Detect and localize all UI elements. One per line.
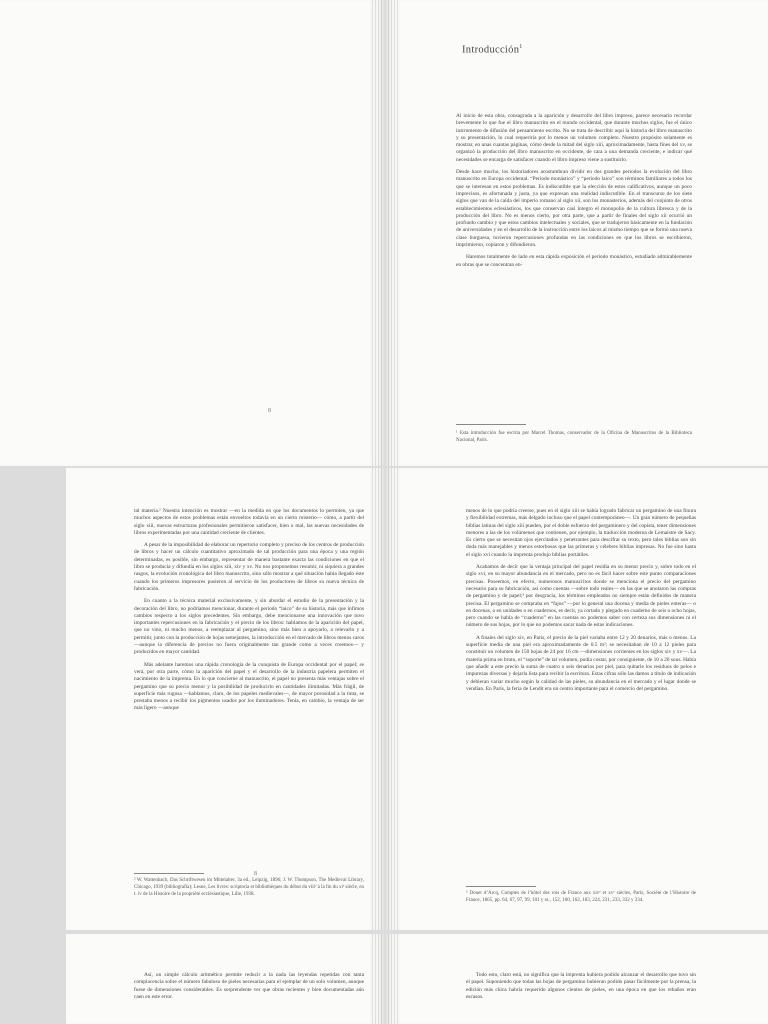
- body-text: [466, 508, 696, 698]
- footnote-rule: [456, 424, 526, 425]
- binding-edge: [370, 934, 384, 1024]
- footnote-marker: 1: [519, 44, 523, 50]
- footnote: ¹ Esta introducción fue escrita por Marcel Thomas, conservador de la Oficina de Manuscritos de la Biblioteca Nacional, París.: [456, 431, 692, 443]
- chapter-title: [462, 44, 523, 56]
- paragraph: tal materia.² Nuestra intención es mostrar —en la medida en que los documentos lo permiten, ya que muchos aspectos de estos problemas están envueltos todavía en un cierto misterio— cómo, a partir del siglo xiii, nuevas estructuras profesionales permitieron satisfacer, bien o mal, las nuevas necesidades de libros experimentadas por una cantidad creciente de clientes.: [134, 508, 364, 536]
- paragraph: Acabamos de decir que la ventaja principal del papel residía en su menor precio y, sobre todo en el siglo xvi, en su mayor abundancia en el mercado, pero no es fácil hacer sobre este punto comparaciones precisas. Poseemos, en efecto, numerosos manuscritos donde se menciona el precio del pergamino necesario para su fabricación, así como cuentas —sobre todo reales— en las que se anotaron las compras de pergamino y de papel;³ por desgracia, los términos empleados no siempre están definidos de manera precisa. El pergamino se compraba en “fajos” —por lo general una docena y media de pieles enteras— o en docenas, o en unidades o en cuadernos, es decir, ya cortado y plegado en cuaderno de seis u ocho hojas, pero cuando se habla de “cuaderno” en las cuentas no podemos saber con certeza sus dimensiones ni el número de sus hojas, por lo que no podemos sacar nada de estas indicaciones.: [466, 564, 697, 629]
- body-text: [456, 113, 692, 274]
- page-number: 8: [254, 871, 257, 877]
- paragraph: menos de lo que podría creerse, pues en el siglo xiii se había logrado fabricar un pergamino de una finura y flexibilidad extremas, más delgado incluso que el papel contemporáneo—. Un gran número de pequeñas biblias latinas del siglo xiii pueden, por el doble esfuerzo del pergaminero y del copista, tener dimensiones menores a las de los volúmenes que contienen, por ejemplo, la traducción moderna de Lemaistre de Sacy. Es cierto que se necesitan ojos ejercitados y penetrantes para descifrar su texto, pero tales biblias son sin duda más manejables y menos estorbosas que las primeras y célebres biblias impresas. No fue sino hasta el siglo xvi cuando la imprenta produjo biblias portátiles.: [466, 508, 696, 558]
- paragraph: A pesar de la imposibilidad de elaborar un repertorio completo y preciso de los centros de producción de libros y hacer un cálculo cuantitativo aproximado de tal producción para una época y una región determinadas, es posible, sin embargo, representar de manera bastante exacta las condiciones en que el libro se producía y difundía en los siglos xiii, xiv y xv. No nos proponemos resumir, ni siquiera a grandes rasgos, la evolución cronológica del libro manuscrito, sino sólo mostrar a qué situación había llegado éste cuando los primeros impresores pusieron al servicio de los productores de libros su nueva técnica de fabricación.: [134, 542, 364, 592]
- page-left-partial: [66, 934, 384, 1024]
- body-text: [134, 972, 364, 1006]
- paragraph: Desde hace mucho, los historiadores acostumbran dividir en dos grandes periodos la evolución del libro manuscrito en Europa occidental. “Periodo monástico” y “periodo laico” son términos familiares a todos los que se interesan en estos problemas. Es indiscutible que la elección de estos calificativos, aunque un poco imprecisos, es afortunada y justa, ya que expresan una realidad indiscutible. En el transcurso de los siete siglos que van de la caída del imperio romano al siglo xii, son los monasterios, además del conjunto de otros establecimientos eclesiásticos, los que conservan casi íntegro el monopolio de la cultura libresca y de la producción del libro. No es menos cierto, por otra parte, que a partir de finales del siglo xii ocurrió un profundo cambio y que estos cambios intelectuales y sociales, que se tradujeron básicamente en la fundación de universidades y en el desarrollo de la instrucción entre los laicos al mismo tiempo que se formó una nueva clase burguesa, tuvieron repercusiones profundas en las condiciones en que los libros se escribieron, imprimieron, copiaron y difundieron.: [456, 169, 692, 249]
- footnote-rule: [134, 873, 204, 874]
- paragraph: A finales del siglo xiv, en París, el precio de la piel variaba entre 12 y 20 denarios, más o menos. La superficie media de una piel era aproximadamente de 0.5 m²; se necesitaban de 10 a 12 pieles para constituir un volumen de 150 hojas de 24 por 16 cm —dimensiones corrientes en los siglos xiv y xv—. La materia prima en bruto, el “soporte” de tal volumen, podía costar, por consiguiente, de 10 a 20 sous. Había que añadir a este precio la suma de cuatro o seis denarios por piel, para quitarle los residuos de pelos e impurezas diversas y dejarla lista para recibir la escritura. Estas cifras sólo las damos a título de indicación y debieran variar mucho según la calidad de las pieles, su abundancia en el mercado y el lugar donde se vendían. En París, la feria de Lendit era un centro importante para el comercio del pergamino.: [466, 634, 696, 692]
- page-blank-verso: [0, 0, 384, 466]
- page-introduccion: [386, 0, 768, 466]
- binding-edge: [370, 0, 384, 466]
- binding-edge: [386, 934, 400, 1024]
- footnote: ³ Douet d’Arcq, Comptes de l’hôtel des rois de France aux xivᵉ et xvᵉ siècles, París, Société de l’Histoire de France, 1865, pp. 64, 67, 97, 99, 101 y ss., 152, 160, 162, 183, 224, 231, 233, 332 y 334.: [466, 891, 696, 903]
- page-right-text: [386, 468, 768, 930]
- footnote: ² W. Wattenbach, Das Schriftwesen im Mittelalter, 3a ed., Leipzig, 1896; J. W. Thompson, The Medieval Library, Chicago, 1939 (bibliografía); Lesne, Les livres: scriptoria et bibliothèques du début du viiiᵉ à la fin du xiᵉ siècle, en t. iv de la Histoire de la propriété ecclésiastique, Lille, 1938.: [134, 878, 365, 897]
- chapter-title-text: Introducción: [462, 44, 520, 56]
- footnote-rule: [466, 886, 536, 887]
- paragraph: Así, un simple cálculo aritmético permite reducir a la nada las leyendas repetidas con tanta complacencia sobre el número fabuloso de pieles necesarias para el ejemplar de un solo volumen, aunque fuese de dimensiones considerables. Es sorprendente ver que obras recientes y bien documentadas aún caen en este error.: [134, 972, 364, 1000]
- body-text: [134, 508, 364, 718]
- binding-edge: [370, 468, 384, 930]
- paragraph: En cuanto a la técnica material exclusivamente, y sin abordar el estudio de la presentación y la decoración del libro, no podríamos mencionar, durante el periodo “laico” de su historia, más que ínfimos cambios respecto a los siglos precedentes. Sin embargo, debe mencionarse una innovación que tuvo importantes repercusiones en la fabricación y el precio de los libros: hablamos de la aparición del papel, que no vino, ni mucho menos, a reemplazar al pergamino, sino más bien a apoyarlo, a relevarlo y a permitir, junto con la producción de hojas semejantes, la introducción en el mercado de libros menos caros —aunque la diferencia de precios no fuera originalmente tan grande como a veces creemos— y producidos en mayor cantidad.: [134, 598, 365, 656]
- binding-edge: [386, 468, 400, 930]
- paragraph: Haremos totalmente de lado en esta rápida exposición el periodo monástico, estudiado admirablemente en obras que se concentran en-: [456, 254, 692, 268]
- page-number: 8: [268, 408, 271, 414]
- body-text: [466, 972, 696, 1006]
- page-right-partial: [386, 934, 768, 1024]
- page-left-text: [66, 468, 384, 930]
- paragraph: Todo esto, claro está, no significa que la imprenta hubiera podido alcanzar el desarrollo que tuvo sin el papel. Suponiendo que todas las hojas de pergamino hubieran podido pasar fácilmente por la prensa, la edición más chica habría requerido algunos cientos de pieles, en una época en que los rebaños eran escasos.: [466, 972, 696, 1000]
- paragraph: Más adelante haremos una rápida cronología de la conquista de Europa occidental por el papel; se verá, por otra parte, cómo la aparición del papel y el desarrollo de la industria papelera permiten el nacimiento de la imprenta. En lo que concierne al manuscrito, el papel no presenta más ventajas sobre el pergamino que su precio menor y la posibilidad de producirlo en cantidades ilimitadas. Más frágil, de superficie más rugosa —hablamos, claro, de los papeles medievales—, de mayor porosidad a la tinta, se prestaba menos a recibir los pigmentos usados por los iluminadores. Tenía, en cambio, la ventaja de ser más ligero —aunque: [134, 661, 364, 712]
- binding-edge: [386, 0, 400, 466]
- paragraph: Al inicio de esta obra, consagrada a la aparición y desarrollo del libro impreso, parece necesario recordar brevemente lo que fue el libro manuscrito en el mundo occidental, que durante muchos siglos, fue el único instrumento de difusión del pensamiento escrito. No se trata de describir aquí la historia del libro manuscrito y su presentación, lo cual requeriría por lo menos un volumen completo. Nuestro propósito solamente es mostrar, en unas cuantas páginas, cómo desde la mitad del siglo xiii, aproximadamente, hasta fines del xv, se organizó la producción del libro manuscrito en occidente, de cara a una demanda creciente, e indicar qué necesidades se encarga de satisfacer cuando el libro impreso viene a sustituirlo.: [456, 113, 692, 163]
